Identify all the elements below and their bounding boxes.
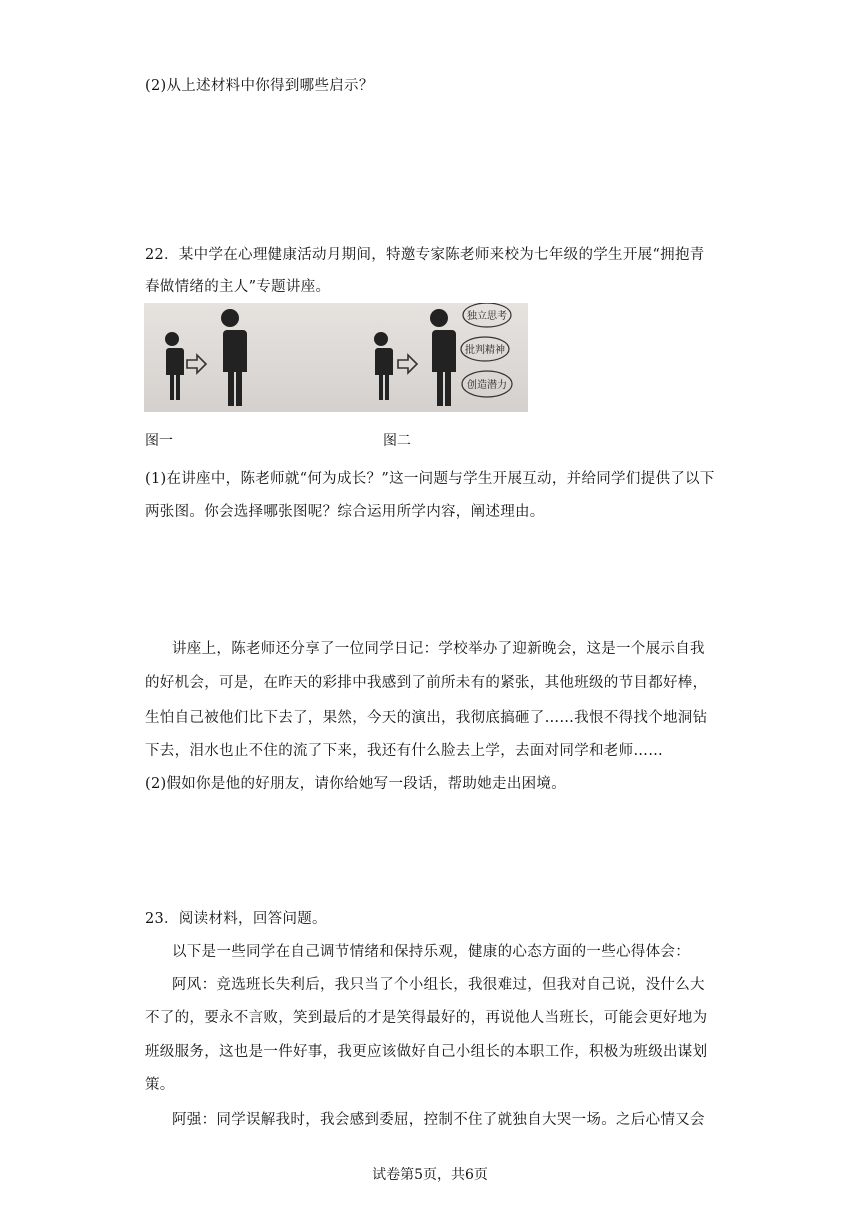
- q22-intro-line1: 22．某中学在心理健康活动月期间，特邀专家陈老师来校为七年级的学生开展“拥抱青: [145, 247, 705, 263]
- q22-diary-line1: 讲座上，陈老师还分享了一位同学日记：学校举办了迎新晚会，这是一个展示自我: [172, 641, 705, 657]
- q22-diary-line2: 的好机会，可是，在昨天的彩排中我感到了前所未有的紧张，其他班级的节目都好棒，: [145, 675, 708, 691]
- bubble-critical-spirit: [461, 337, 509, 361]
- q22-sub2: (2)假如你是他的好朋友，请你给她写一段话，帮助她走出困境。: [145, 776, 567, 792]
- figure-1-label: 图一: [145, 433, 173, 449]
- q23-afeng-line3: 班级服务，这也是一件好事，我更应该做好自己小组长的本职工作，积极为班级出谋划: [145, 1044, 708, 1060]
- large-person-icon-2: [426, 309, 456, 406]
- bubble-independent-thinking: [463, 303, 511, 327]
- q22-sub1-line2: 两张图。你会选择哪张图呢？综合运用所学内容，阐述理由。: [145, 504, 545, 520]
- bubble-creative-potential: [462, 371, 512, 397]
- q23-afeng-line1: 阿风：竞选班长失利后，我只当了个小组长，我很难过，但我对自己说，没什么大: [172, 977, 705, 993]
- growth-figure-illustration: [144, 303, 528, 412]
- q23-intro: 以下是一些同学在自己调节情绪和保持乐观，健康的心态方面的一些心得体会：: [172, 944, 690, 960]
- figure-2-label: 图二: [383, 433, 411, 449]
- q22-sub1-line1: (1)在讲座中，陈老师就“何为成长？”这一问题与学生开展互动，并给同学们提供了以下: [145, 471, 715, 487]
- q23-afeng-line4: 策。: [145, 1077, 175, 1093]
- bubble-text-2: 批判精神: [465, 345, 505, 356]
- q23-aqiang-line1: 阿强：同学误解我时，我会感到委屈，控制不住了就独自大哭一场。之后心情又会: [172, 1112, 705, 1128]
- large-person-icon-1: [217, 309, 247, 406]
- small-person-icon-2: [372, 332, 393, 400]
- arrow-icon-2: [398, 355, 417, 373]
- small-person-icon-1: [163, 332, 184, 400]
- bubble-text-1: 独立思考: [467, 311, 507, 322]
- q23-afeng-line2: 不了的，要永不言败，笑到最后的才是笑得最好的，再说他人当班长，可能会更好地为: [145, 1010, 708, 1026]
- q22-diary-line3: 生怕自己被他们比下去了，果然，今天的演出，我彻底搞砸了……我恨不得找个地洞钻: [145, 710, 708, 726]
- page-footer: 试卷第5页，共6页: [372, 1167, 488, 1183]
- arrow-icon-1: [187, 355, 206, 373]
- q22-intro-line2: 春做情绪的主人”专题讲座。: [145, 279, 331, 295]
- growth-figure: [144, 303, 528, 412]
- q22-diary-line4: 下去，泪水也止不住的流了下来，我还有什么脸去上学，去面对同学和老师……: [145, 743, 663, 759]
- q23-title: 23．阅读材料，回答问题。: [145, 911, 327, 927]
- bubble-text-3: 创造潜力: [467, 380, 507, 391]
- q21-sub2: (2)从上述材料中你得到哪些启示？: [145, 78, 374, 94]
